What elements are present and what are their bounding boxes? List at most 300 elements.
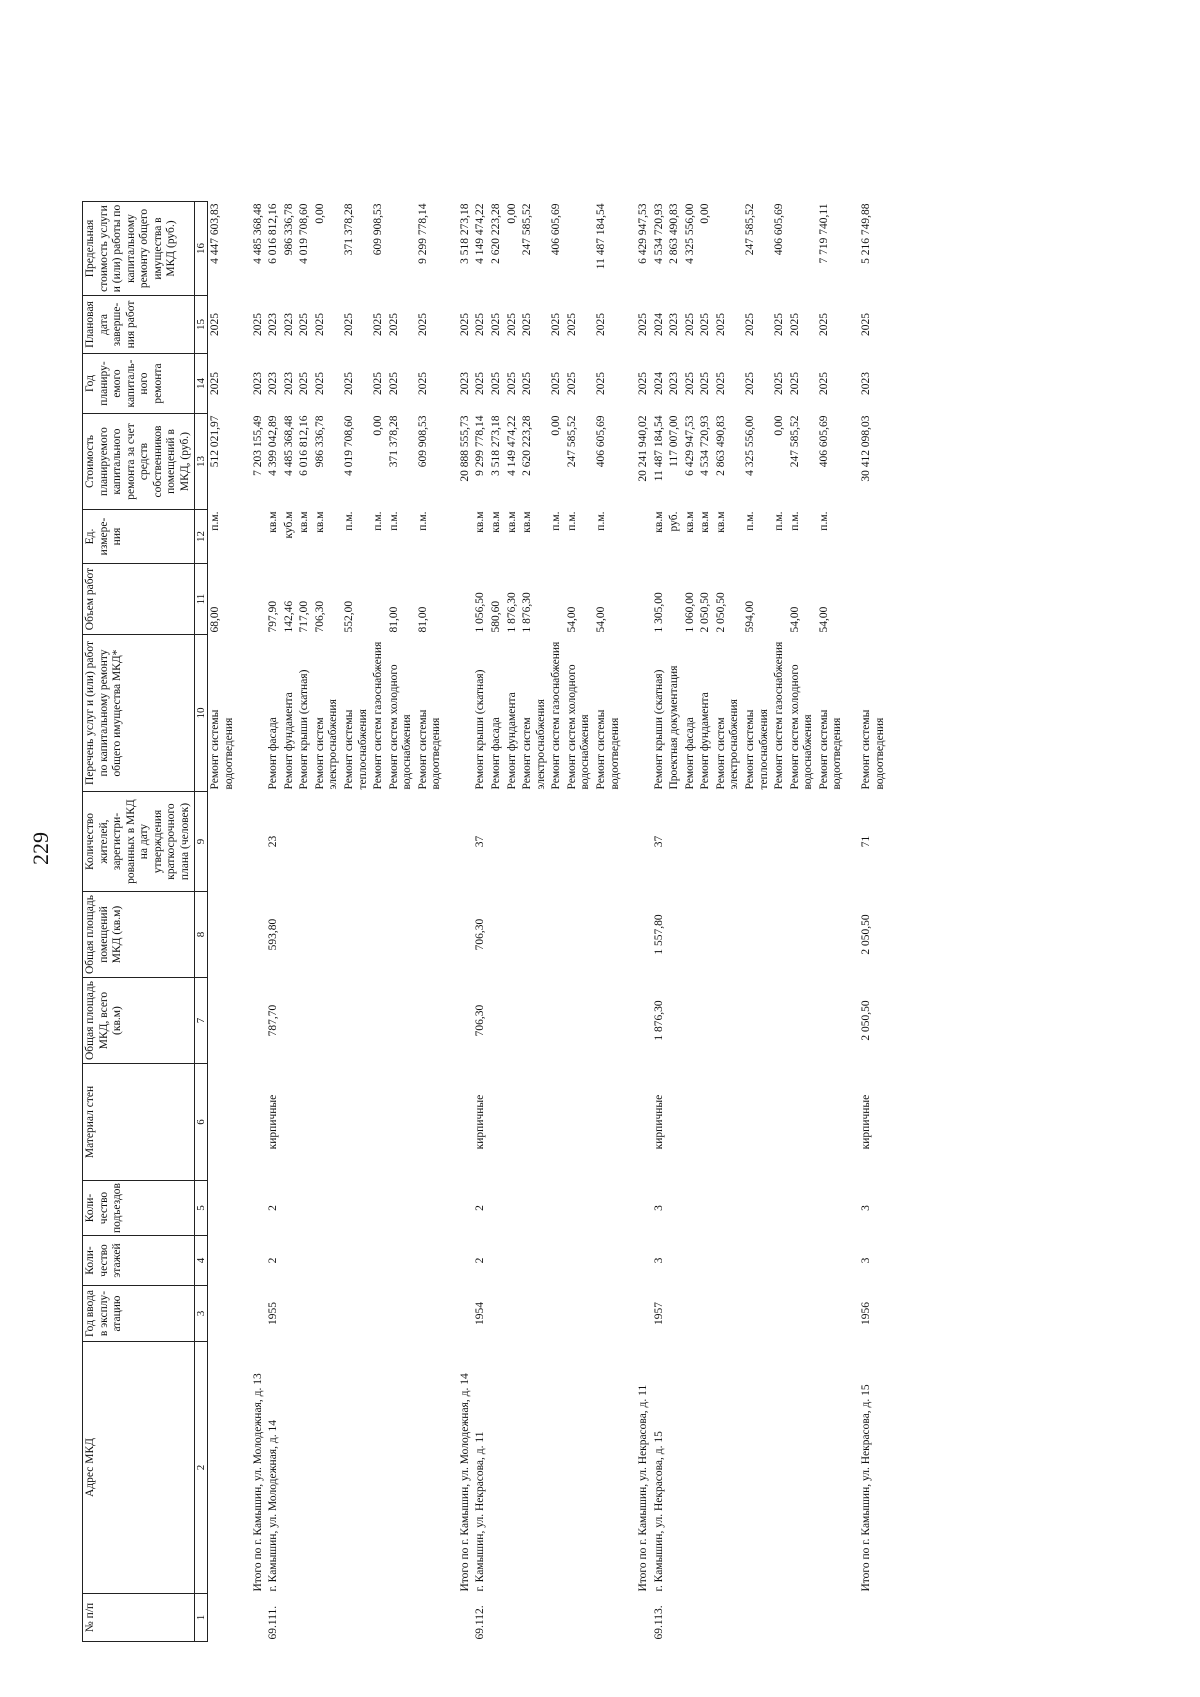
cell-built (445, 1286, 474, 1342)
cell-walls (297, 1064, 313, 1181)
cell-floors (683, 1236, 699, 1286)
cell-work: Ремонт систем газоснабжения (372, 641, 385, 790)
cell-limit: 4 534 720,93 (652, 203, 665, 264)
cell-walls (520, 1064, 549, 1181)
cell-end: 2025 (859, 313, 872, 337)
cell-walls (445, 1064, 474, 1181)
cell-residents (623, 792, 652, 892)
cell-address (416, 1342, 445, 1594)
cell-unit: кв.м (521, 511, 534, 533)
cell-area-rooms (683, 892, 699, 978)
cell-year: 2023 (668, 372, 681, 396)
cell-entrances (445, 1181, 474, 1236)
cell-limit: 6 429 947,53 (637, 203, 650, 264)
cell-num (445, 1594, 474, 1642)
cell-walls (788, 1064, 817, 1181)
cell-entrances (489, 1181, 505, 1236)
cell-volume: 68,00 (209, 606, 222, 633)
cell-floors: 2 (474, 1257, 487, 1264)
cell-residents (371, 792, 387, 892)
cell-area-rooms (623, 892, 652, 978)
cell-area-total (313, 978, 342, 1064)
column-header-8: Общая площадь помещений МКД (кв.м) (83, 892, 195, 978)
cell-residents: 37 (652, 835, 665, 848)
cell-end: 2025 (773, 313, 786, 337)
cell-work: Ремонт систем холодного водоснабжения (565, 664, 592, 790)
cell-entrances (594, 1181, 623, 1236)
cell-area-total (297, 978, 313, 1064)
cell-area-rooms (667, 892, 683, 978)
column-number-14: 14 (194, 354, 208, 414)
cell-area-rooms (505, 892, 521, 978)
cell-address: Итого по г. Камышин, ул. Некрасова, д. 15 (859, 1384, 872, 1592)
cell-volume: 552,00 (342, 600, 355, 633)
cell-built (565, 1286, 594, 1342)
cell-entrances (313, 1181, 342, 1236)
cell-limit: 6 016 812,16 (267, 203, 280, 264)
column-number-7: 7 (194, 978, 208, 1064)
cell-end: 2025 (342, 313, 355, 337)
cell-area-total (387, 978, 416, 1064)
column-number-4: 4 (194, 1236, 208, 1286)
cell-cost: 406 605,69 (594, 415, 607, 468)
cell-floors (371, 1236, 387, 1286)
total-row (445, 202, 474, 1642)
cell-area-total (698, 978, 714, 1064)
cell-built: 1956 (859, 1302, 872, 1325)
cell-cost: 7 203 155,49 (251, 415, 264, 476)
cell-end: 2025 (505, 313, 518, 337)
cell-end: 2025 (714, 313, 727, 337)
cell-end: 2025 (298, 313, 311, 337)
cell-volume (772, 564, 788, 635)
column-number-10: 10 (194, 635, 208, 792)
cell-built: 1955 (267, 1302, 280, 1325)
cell-area-total (565, 978, 594, 1064)
cell-unit (846, 510, 888, 564)
cell-work: Проектная документация (668, 665, 681, 790)
cell-num (549, 1594, 565, 1642)
cell-unit (445, 510, 474, 564)
cell-unit: кв.м (298, 511, 311, 533)
column-header-6: Материал стен (83, 1064, 195, 1181)
work-row (683, 202, 699, 1642)
cell-walls (565, 1064, 594, 1181)
column-header-7: Общая площадь МКД, всего (кв.м) (83, 978, 195, 1064)
cell-end: 2025 (521, 313, 534, 337)
cell-address (772, 1342, 788, 1594)
cell-cost: 11 487 184,54 (652, 415, 665, 482)
cell-end: 2025 (550, 313, 563, 337)
cell-unit: п.м. (342, 511, 355, 531)
cell-work: Ремонт системы водоотведения (209, 709, 236, 790)
column-number-8: 8 (194, 892, 208, 978)
cell-entrances (238, 1181, 267, 1236)
cell-area-rooms (208, 892, 238, 978)
cell-area-total (505, 978, 521, 1064)
cell-area-total: 1 876,30 (652, 1000, 665, 1041)
cell-walls: кирпичные (267, 1094, 280, 1150)
cell-limit: 7 719 740,11 (817, 203, 830, 264)
capital-repair-table (82, 201, 888, 1642)
cell-address: Итого по г. Камышин, ул. Некрасова, д. 11 (637, 1384, 650, 1592)
cell-unit: кв.м (474, 511, 487, 533)
cell-area-total (714, 978, 743, 1064)
column-header-1: № п/п (83, 1594, 195, 1642)
cell-residents: 23 (267, 835, 280, 848)
cell-floors (788, 1236, 817, 1286)
cell-entrances: 2 (474, 1205, 487, 1211)
cell-area-rooms (549, 892, 565, 978)
work-row (565, 202, 594, 1642)
column-number-3: 3 (194, 1286, 208, 1342)
cell-address (342, 1342, 371, 1594)
cell-limit: 4 149 474,22 (474, 203, 487, 264)
table-column-numbers-row (194, 202, 208, 1642)
cell-entrances (416, 1181, 445, 1236)
column-header-14: Год планиру-емого капиталь-ного ремонта (83, 354, 195, 414)
cell-unit: кв.м (714, 511, 727, 533)
cell-unit: кв.м (652, 511, 665, 533)
cell-floors (623, 1236, 652, 1286)
cell-unit: кв.м (699, 511, 712, 533)
work-row (416, 202, 445, 1642)
cell-limit: 609 908,53 (372, 203, 385, 256)
cell-area-total: 2 050,50 (859, 1000, 872, 1041)
cell-unit: руб. (668, 511, 681, 532)
cell-cost: 609 908,53 (416, 415, 429, 468)
cell-volume: 594,00 (744, 600, 757, 633)
page-number: 229 (28, 832, 53, 865)
cell-year: 2025 (683, 372, 696, 396)
cell-volume (238, 564, 267, 635)
cell-num (817, 1594, 846, 1642)
work-row (505, 202, 521, 1642)
cell-num: 69.113. (652, 1605, 665, 1640)
cell-floors (667, 1236, 683, 1286)
cell-floors (817, 1236, 846, 1286)
cell-residents (282, 792, 298, 892)
cell-limit (565, 202, 594, 296)
cell-address (489, 1342, 505, 1594)
cell-built (817, 1286, 846, 1342)
cell-area-total (282, 978, 298, 1064)
cell-volume: 797,90 (267, 600, 280, 633)
cell-work: Ремонт фасада (683, 717, 696, 790)
cell-built (683, 1286, 699, 1342)
cell-area-total (788, 978, 817, 1064)
cell-area-total (371, 978, 387, 1064)
cell-entrances (683, 1181, 699, 1236)
cell-volume (549, 564, 565, 635)
cell-entrances (387, 1181, 416, 1236)
cell-limit: 2 863 490,83 (668, 203, 681, 264)
cell-year: 2025 (788, 372, 801, 396)
cell-area-rooms: 2 050,50 (859, 914, 872, 955)
cell-limit: 9 299 778,14 (416, 203, 429, 264)
cell-unit: п.м. (565, 511, 578, 531)
cell-volume (846, 564, 888, 635)
cell-entrances (520, 1181, 549, 1236)
cell-work (623, 635, 652, 792)
cell-floors (489, 1236, 505, 1286)
cell-residents: 37 (474, 835, 487, 848)
cell-work: Ремонт системы водоотведения (416, 709, 443, 790)
work-row (297, 202, 313, 1642)
cell-area-rooms (342, 892, 371, 978)
cell-num (505, 1594, 521, 1642)
cell-entrances: 2 (267, 1205, 280, 1211)
cell-floors (594, 1236, 623, 1286)
cell-year: 2023 (859, 372, 872, 396)
cell-entrances (505, 1181, 521, 1236)
cell-entrances (714, 1181, 743, 1236)
cell-cost: 247 585,52 (788, 415, 801, 468)
cell-cost: 9 299 778,14 (474, 415, 487, 476)
cell-entrances (772, 1181, 788, 1236)
cell-num (313, 1594, 342, 1642)
cell-work: Ремонт систем холодного водоснабжения (387, 664, 414, 790)
cell-walls (594, 1064, 623, 1181)
column-header-5: Коли-чество подъездов (83, 1181, 195, 1236)
cell-entrances (371, 1181, 387, 1236)
cell-area-rooms (371, 892, 387, 978)
cell-limit: 2 620 223,28 (490, 203, 503, 264)
cell-year: 2025 (416, 372, 429, 396)
column-number-6: 6 (194, 1064, 208, 1181)
column-number-15: 15 (194, 296, 208, 354)
cell-built: 1957 (652, 1302, 665, 1325)
cell-cost: 371 378,28 (387, 415, 400, 468)
cell-volume: 2 050,50 (714, 592, 727, 633)
cell-built: 1954 (474, 1302, 487, 1325)
work-row (282, 202, 298, 1642)
cell-area-rooms (714, 892, 743, 978)
work-row (489, 202, 505, 1642)
cell-residents (594, 792, 623, 892)
cell-walls (817, 1064, 846, 1181)
cell-limit: 371 378,28 (342, 203, 355, 256)
cell-cost: 2 863 490,83 (714, 415, 727, 476)
cell-walls (416, 1064, 445, 1181)
cell-walls (238, 1064, 267, 1181)
cell-area-rooms: 593,80 (267, 918, 280, 951)
cell-unit: п.м. (209, 511, 222, 531)
cell-limit: 406 605,69 (550, 203, 563, 256)
cell-entrances (282, 1181, 298, 1236)
cell-limit: 406 605,69 (773, 203, 786, 256)
cell-end: 2025 (209, 313, 222, 337)
cell-area-rooms (297, 892, 313, 978)
cell-area-total (623, 978, 652, 1064)
cell-cost: 4 019 708,60 (342, 415, 355, 476)
cell-address (743, 1342, 772, 1594)
cell-floors (520, 1236, 549, 1286)
cell-built (416, 1286, 445, 1342)
cell-year: 2025 (744, 372, 757, 396)
cell-year: 2024 (652, 372, 665, 396)
cell-area-rooms (772, 892, 788, 978)
building-row (652, 202, 668, 1642)
cell-area-rooms (565, 892, 594, 978)
cell-walls (772, 1064, 788, 1181)
cell-num (489, 1594, 505, 1642)
cell-end: 2025 (313, 313, 326, 337)
cell-limit: 247 585,52 (744, 203, 757, 256)
cell-year: 2025 (637, 372, 650, 396)
cell-work: Ремонт систем электроснабжения (714, 699, 741, 790)
cell-area-total (445, 978, 474, 1064)
cell-walls (623, 1064, 652, 1181)
cell-residents (238, 792, 267, 892)
cell-volume: 81,00 (387, 606, 400, 633)
cell-volume: 580,60 (490, 600, 503, 633)
cell-end: 2025 (416, 313, 429, 337)
cell-address (698, 1342, 714, 1594)
cell-address (282, 1342, 298, 1594)
cell-built (282, 1286, 298, 1342)
cell-unit: кв.м (490, 511, 503, 533)
cell-end: 2025 (637, 313, 650, 337)
cell-num (565, 1594, 594, 1642)
cell-year: 2025 (699, 372, 712, 396)
cell-floors (282, 1236, 298, 1286)
cell-year: 2025 (594, 372, 607, 396)
cell-entrances (667, 1181, 683, 1236)
cell-volume: 1 060,00 (683, 592, 696, 633)
cell-end: 2025 (744, 313, 757, 337)
cell-floors: 3 (859, 1257, 872, 1264)
cell-limit: 3 518 273,18 (458, 203, 471, 264)
cell-year: 2023 (251, 372, 264, 396)
cell-walls (549, 1064, 565, 1181)
cell-volume: 1 876,30 (521, 592, 534, 633)
work-row (743, 202, 772, 1642)
cell-residents (817, 792, 846, 892)
cell-floors (743, 1236, 772, 1286)
cell-walls (387, 1064, 416, 1181)
cell-unit: кв.м (313, 511, 326, 533)
cell-area-rooms (743, 892, 772, 978)
cell-limit: 247 585,52 (521, 203, 534, 256)
cell-end: 2025 (788, 313, 801, 337)
cell-work: Ремонт фундамента (699, 692, 712, 790)
cell-work: Ремонт фасада (267, 717, 280, 790)
cell-end: 2023 (668, 313, 681, 337)
cell-floors (565, 1236, 594, 1286)
cell-volume: 54,00 (817, 606, 830, 633)
cell-cost: 4 325 556,00 (744, 415, 757, 476)
cell-num (416, 1594, 445, 1642)
cell-entrances (549, 1181, 565, 1236)
cell-work: Ремонт крыши (скатная) (652, 669, 665, 790)
cell-volume (371, 564, 387, 635)
column-header-3: Год ввода в эксплу-атацию (83, 1286, 195, 1342)
cell-work (238, 635, 267, 792)
cell-area-total (520, 978, 549, 1064)
cell-address: Итого по г. Камышин, ул. Молодежная, д. 13 (251, 1373, 264, 1592)
cell-work: Ремонт систем электроснабжения (521, 699, 547, 790)
cell-residents (387, 792, 416, 892)
column-header-2: Адрес МКД (83, 1342, 195, 1594)
cell-volume: 1 305,00 (652, 592, 665, 633)
cell-cost: 986 336,78 (313, 415, 326, 468)
cell-end: 2025 (490, 313, 503, 337)
cell-work: Ремонт фундамента (505, 692, 518, 790)
cell-num (623, 1594, 652, 1642)
cell-built (743, 1286, 772, 1342)
cell-area-total (416, 978, 445, 1064)
cell-volume (667, 564, 683, 635)
cell-address (667, 1342, 683, 1594)
cell-unit: п.м. (372, 511, 385, 531)
cell-area-rooms (520, 892, 549, 978)
cell-num (683, 1594, 699, 1642)
cell-residents (667, 792, 683, 892)
total-row (238, 202, 267, 1642)
table-body (208, 202, 888, 1642)
cell-built (387, 1286, 416, 1342)
cell-cost: 20 241 940,02 (637, 415, 650, 482)
cell-built (594, 1286, 623, 1342)
cell-limit: 11 487 184,54 (594, 203, 607, 270)
cell-walls (371, 1064, 387, 1181)
work-row (714, 202, 743, 1642)
cell-num: 69.111. (267, 1605, 280, 1640)
cell-address (565, 1342, 594, 1594)
cell-area-rooms (698, 892, 714, 978)
cell-area-total (667, 978, 683, 1064)
cell-walls (489, 1064, 505, 1181)
cell-limit: 986 336,78 (282, 203, 295, 256)
cell-year: 2025 (773, 372, 786, 396)
cell-cost: 6 016 812,16 (298, 415, 311, 476)
cell-entrances (208, 1181, 238, 1236)
cell-unit: п.м. (817, 511, 830, 531)
cell-cost: 4 485 368,48 (282, 415, 295, 476)
cell-built (208, 1286, 238, 1342)
cell-volume (445, 564, 474, 635)
cell-work: Ремонт фундамента (282, 692, 295, 790)
cell-residents (714, 792, 743, 892)
column-number-9: 9 (194, 792, 208, 892)
cell-floors (297, 1236, 313, 1286)
cell-volume: 2 050,50 (699, 592, 712, 633)
cell-built (297, 1286, 313, 1342)
cell-entrances (698, 1181, 714, 1236)
building-row (266, 202, 282, 1642)
work-row (371, 202, 387, 1642)
cell-cost: 4 534 720,93 (699, 415, 712, 476)
cell-address: г. Камышин, ул. Молодежная, д. 14 (267, 1420, 280, 1592)
cell-floors (714, 1236, 743, 1286)
cell-num (520, 1594, 549, 1642)
work-row (788, 202, 817, 1642)
cell-address (788, 1342, 817, 1594)
cell-built (788, 1286, 817, 1342)
cell-unit: куб.м (282, 511, 295, 539)
cell-work: Ремонт крыши (скатная) (298, 669, 311, 790)
cell-entrances (565, 1181, 594, 1236)
cell-built (714, 1286, 743, 1342)
cell-cost: 117 007,00 (668, 415, 681, 467)
cell-residents (772, 792, 788, 892)
cell-built (313, 1286, 342, 1342)
cell-area-rooms (416, 892, 445, 978)
cell-area-total (342, 978, 371, 1064)
cell-cost: 247 585,52 (565, 415, 578, 468)
cell-built (549, 1286, 565, 1342)
